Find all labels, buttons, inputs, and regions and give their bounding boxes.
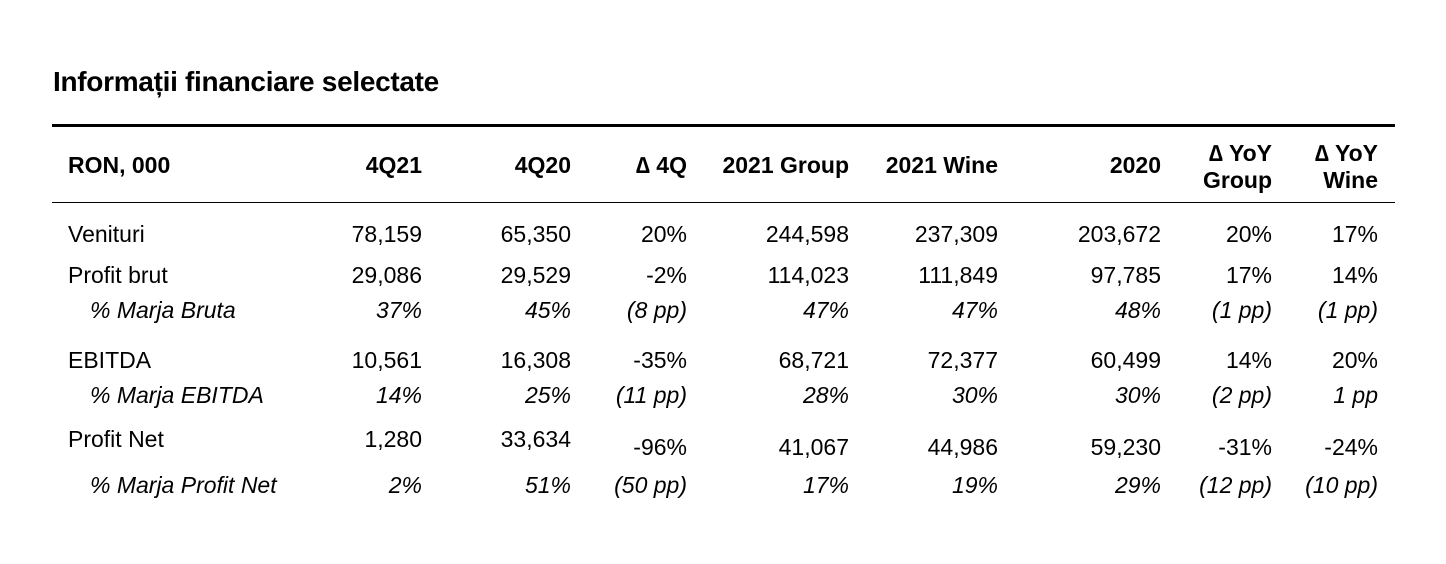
table-cell: 1 pp [1333,382,1378,408]
table-cell: (50 pp) [614,472,687,498]
table-cell: -35% [633,347,687,373]
page-title: Informații financiare selectate [53,66,439,97]
table-cell: 37% [375,297,422,323]
header-2021-group: 2021 Group [722,152,849,178]
table-cell: 203,672 [1077,221,1161,247]
table-cell: 47% [802,297,849,323]
table-cell: 30% [1114,382,1161,408]
table-cell: 45% [524,297,571,323]
header-delta-yoy-group [1203,140,1272,194]
table-cell: 60,499 [1090,347,1161,373]
table-cell: 68,721 [778,347,849,373]
table-cell: 44,986 [927,434,998,460]
table-cell: 65,350 [500,221,571,247]
table-cell: (2 pp) [1211,382,1272,408]
table-cell: 111,849 [918,262,998,288]
table-cell: (10 pp) [1305,472,1378,498]
table-cell: 51% [524,472,571,498]
row-label: Profit brut [68,262,168,288]
row-label: EBITDA [68,347,152,373]
table-cell: 29% [1114,472,1161,498]
table-cell: 1,280 [364,426,422,452]
header-bottom-rule [52,202,1395,203]
header-2020: 2020 [1109,152,1161,178]
row-label: Profit Net [68,426,164,452]
table-cell: 28% [802,382,849,408]
table-cell: 47% [951,297,998,323]
table-cell: 114,023 [767,262,849,288]
table-cell: (1 pp) [1317,297,1378,323]
table-cell: 20% [640,221,687,247]
table-cell: 97,785 [1090,262,1161,288]
table-cell: 17% [802,472,849,498]
header-label: RON, 000 [68,152,171,178]
table-cell: 14% [1225,347,1272,373]
header-delta-4q: ∆ 4Q [635,152,687,178]
table-cell: 59,230 [1090,434,1161,460]
table-cell: (12 pp) [1199,472,1272,498]
table-cell: (1 pp) [1211,297,1272,323]
table-cell: 14% [1331,262,1378,288]
table-cell: -2% [646,262,687,288]
table-cell: 29,086 [351,262,422,288]
table-cell: -24% [1324,434,1378,460]
row-label: % Marja Bruta [90,297,236,323]
table-cell: -31% [1218,434,1272,460]
header-2021-wine: 2021 Wine [885,152,998,178]
table-cell: 33,634 [500,426,571,452]
header-delta-yoy-wine-line1: ∆ YoY [1314,140,1378,166]
header-delta-yoy-wine [1315,140,1378,194]
table-cell: 72,377 [927,347,998,373]
table-top-rule [52,124,1395,127]
table-cell: (11 pp) [615,382,687,408]
row-label: % Marja EBITDA [90,382,264,408]
table-cell: 25% [524,382,571,408]
table-cell: 17% [1331,221,1378,247]
table-cell: 30% [951,382,998,408]
table-cell: 16,308 [500,347,571,373]
table-cell: 237,309 [914,221,998,247]
table-cell: 2% [388,472,422,498]
table-cell: 29,529 [500,262,571,288]
table-cell: 41,067 [778,434,849,460]
table-cell: 20% [1331,347,1378,373]
table-cell: 78,159 [351,221,422,247]
table-cell: 244,598 [765,221,849,247]
header-delta-yoy-wine-line2: Wine [1323,167,1378,193]
header-delta-yoy-group-line2: Group [1203,167,1272,193]
table-cell: 14% [375,382,422,408]
table-cell: 20% [1225,221,1272,247]
table-cell: 48% [1114,297,1161,323]
header-delta-yoy-group-line1: ∆ YoY [1208,140,1272,166]
table-cell: 10,561 [351,347,422,373]
row-label: Venituri [68,221,145,247]
table-cell: -96% [633,434,687,460]
table-cell: 17% [1225,262,1272,288]
row-label: % Marja Profit Net [90,472,277,498]
header-4q20: 4Q20 [514,152,571,178]
table-cell: (8 pp) [626,297,687,323]
table-cell: 19% [951,472,998,498]
header-4q21: 4Q21 [365,152,422,178]
